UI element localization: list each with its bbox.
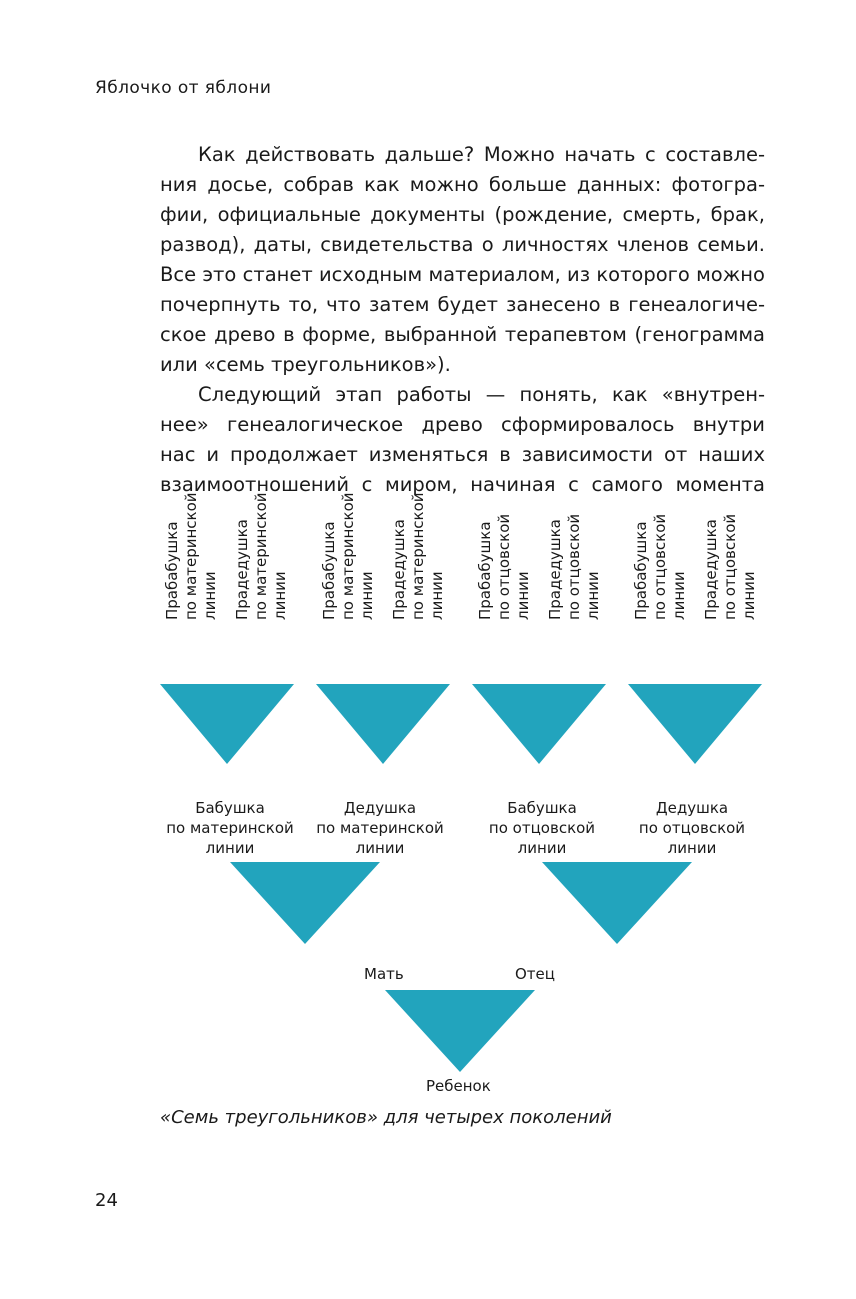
text-line: ское древо в форме, выбранной терапевтом (генограмма [160, 323, 765, 346]
triangle-mother [230, 862, 380, 944]
great-grandparent-label: Прадедушка по материнской линии [233, 492, 289, 620]
grandparent-label: Бабушка по отцовской линии [488, 799, 596, 857]
triangle-child [385, 990, 535, 1072]
great-grandparent-label: Прабабушка по материнской линии [163, 492, 219, 620]
text-line: взаимоотношений с миром, начиная с самого момента [160, 473, 765, 496]
great-grandparent-label: Прадедушка по отцовской линии [546, 513, 602, 620]
figure-caption: «Семь треугольников» для четырех поколений [160, 1107, 612, 1128]
text-line: Как действовать дальше? Можно начать с составле- [198, 143, 765, 166]
triangle-maternal-grandmother [160, 684, 294, 764]
text-line: нас и продолжает изменяться в зависимости от наших [160, 443, 765, 466]
great-grandparent-label: Прабабушка по отцовской линии [476, 513, 532, 620]
grandparent-label: Дедушка по отцовской линии [638, 799, 746, 857]
great-grandparent-label: Прабабушка по материнской линии [320, 492, 376, 620]
text-line: почерпнуть то, что затем будет занесено в генеалогиче- [160, 293, 765, 316]
text-line: развод), даты, свидетельства о личностях членов семьи. [160, 233, 765, 256]
page-number: 24 [95, 1190, 118, 1211]
text-line: нее» генеалогическое древо сформировалось внутри [160, 413, 765, 436]
great-grandparent-label: Прадедушка по отцовской линии [702, 513, 758, 620]
great-grandparent-label: Прабабушка по отцовской линии [632, 513, 688, 620]
text-line: или «семь треугольников»). [160, 353, 451, 376]
text-line: ния досье, собрав как можно больше данных: фотогра- [160, 173, 765, 196]
triangle-paternal-grandfather [628, 684, 762, 764]
text-line: фии, официальные документы (рождение, смерть, брак, [160, 203, 765, 226]
grandparent-label: Бабушка по материнской линии [166, 799, 294, 857]
text-line: Все это станет исходным материалом, из которого можно [160, 263, 765, 286]
triangle-maternal-grandfather [316, 684, 450, 764]
text-line: Следующий этап работы — понять, как «внутрен- [198, 383, 765, 406]
great-grandparent-label: Прадедушка по материнской линии [390, 492, 446, 620]
mother-label: Мать [364, 965, 404, 983]
grandparent-label: Дедушка по материнской линии [316, 799, 444, 857]
child-label: Ребенок [426, 1077, 491, 1095]
triangle-paternal-grandmother [472, 684, 606, 764]
triangle-father [542, 862, 692, 944]
running-head: Яблочко от яблони [95, 78, 272, 98]
body-text [160, 140, 765, 500]
father-label: Отец [515, 965, 555, 983]
